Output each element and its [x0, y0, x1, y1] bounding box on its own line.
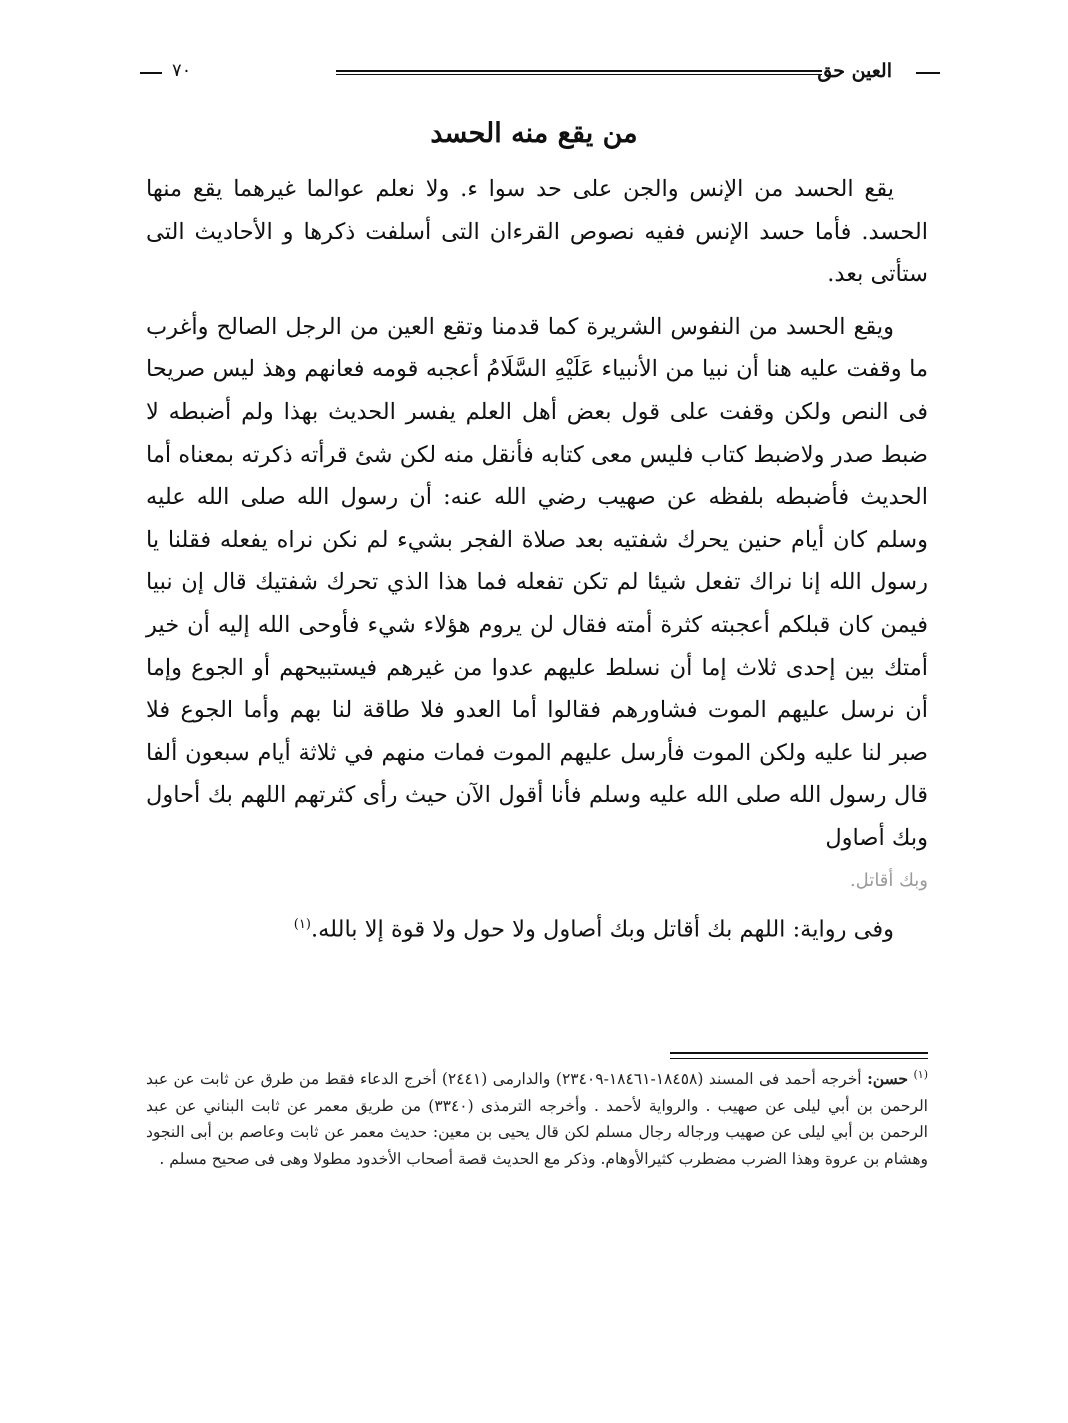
- faint-line: وبك أقاتل.: [849, 869, 928, 891]
- section-title: من يقع منه الحسد: [430, 118, 638, 149]
- running-title: العين حق: [817, 60, 892, 82]
- paragraph-2: ويقع الحسد من النفوس الشريرة كما قدمنا وتقع العين من الرجل الصالح وأغرب ما وقفت عليه هنا أن نبيا من الأنبياء عَلَيْهِ السَّلَامُ أعجبه قومه فعانهم وهذ ليس صريحا فى النص ولكن وقفت على قول بعض أهل العلم يفسر الحديث بهذا ولم أضبطه لا ضبط صدر ولاضبط كتاب فليس معى كتابه فأنقل منه لكن شئ قرأته ذكرته بمعناه أما الحديث فأضبطه بلفظه عن صهيب رضي الله عنه: أن رسول الله صلى الله عليه وسلم كان أيام حنين يحرك شفتيه بعد صلاة الفجر بشيء لم نكن نراه يفعله فقلنا يا رسول الله إنا نراك تفعل شيئا لم تكن تفعله فما هذا الذي تحرك شفتيك قال إن نبيا فيمن كان قبلكم أعجبته كثرة أمته فقال لن يروم هؤلاء شيء فأوحى الله إليه أن خير أمتك بين إحدى ثلاث إما أن نسلط عليهم عدوا من غيرهم فيستبيحهم أو الجوع وإما أن نرسل عليهم الموت فشاورهم فقالوا أما العدو فلا طاقة لنا بهم وأما الجوع فلا صبر لنا عليه ولكن الموت فأرسل عليهم الموت فمات منهم في ثلاثة أيام سبعون ألفا قال رسول الله صلى الله عليه وسلم فأنا أقول الآن حيث رأى كثرتهم اللهم بك أحاول وبك أصاول: [146, 313, 928, 851]
- footnote-marker: (١): [913, 1068, 929, 1081]
- paragraph-3: [146, 904, 928, 951]
- footnote-grade: حسن:: [867, 1069, 909, 1089]
- footnote-text: أخرجه أحمد فى المسند (١٨٤٥٨-١٨٤٦١-٢٣٤٠٩) والدارمى (٢٤٤١) أخرج الدعاء فقط من طرق عن ثابت عن عبد الرحمن بن أبي ليلى عن صهيب . والرواية لأحمد . وأخرجه الترمذى (٣٣٤٠) من طريق معمر عن ثابت البناني عن عبد الرحمن بن أبي ليلى عن صهيب ورجاله رجال مسلم لكن قال يحيى بن معين: حديث معمر عن ثابت وعاصم بن أبى النجود وهشام بن عروة وهذا الضرب مضطرب كثيرالأوهام. وذكر مع الحديث قصة أصحاب الأخدود مطولا وهى فى صحيح مسلم .: [146, 1070, 928, 1168]
- footnote-rule: [670, 1052, 928, 1059]
- footnote: [146, 1062, 928, 1173]
- page-number: ٧٠: [172, 60, 192, 81]
- paragraph-3-text: وفى رواية: اللهم بك أقاتل وبك أصاول ولا حول ولا قوة إلا بالله.: [310, 916, 894, 943]
- body-text: [146, 168, 928, 961]
- header-left-dash: [140, 72, 162, 74]
- paragraph-1: يقع الحسد من الإنس والجن على حد سوا ء. ولا نعلم عوالما غيرهما يقع منها الحسد. فأما حسد الإنس ففيه نصوص القرءان التى أسلفت ذكرها و الأحاديث التى ستأتى بعد.: [146, 176, 928, 288]
- running-header: [140, 60, 940, 90]
- header-rule: [336, 70, 822, 75]
- header-right-dash: [916, 72, 940, 74]
- footnote-reference: (١): [293, 917, 311, 933]
